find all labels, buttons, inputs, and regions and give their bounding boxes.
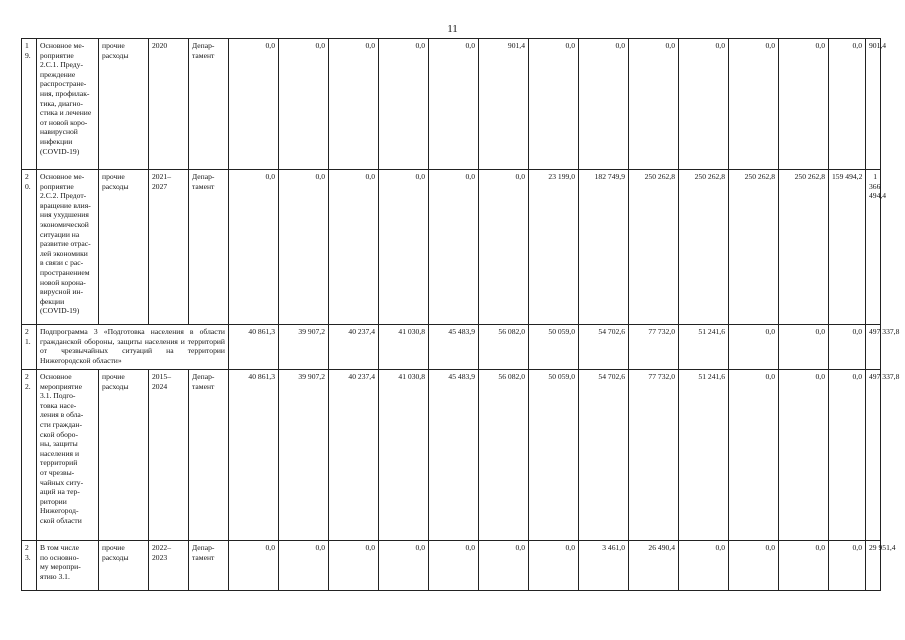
year-value: 40 861,3: [229, 325, 279, 370]
year-value: 0,0: [229, 170, 279, 325]
page-number: 11: [447, 23, 458, 35]
year-value: 0,0: [329, 39, 379, 170]
year-value: 0,0: [729, 370, 779, 541]
year-value: 50 059,0: [529, 325, 579, 370]
budget-table: [21, 38, 900, 591]
years: 2015– 2024: [149, 370, 189, 541]
year-value: 26 490,4: [629, 541, 679, 591]
year-value: 0,0: [779, 541, 829, 591]
year-value: 0,0: [379, 541, 429, 591]
year-value: 3 461,0: [579, 541, 629, 591]
year-value: 45 483,9: [429, 370, 479, 541]
expense-type: прочие расходы: [99, 170, 149, 325]
year-value: 0,0: [479, 170, 529, 325]
measure-name: Основное мероприятие 3.1. Подго- товка насе- ления в обла- сти граждан- ской оборо- ны, защиты населения и территорий от чрезвы- чайных ситу- аций на тер- ритории Нижегород- ской области: [37, 370, 99, 541]
year-value: 54 702,6: [579, 370, 629, 541]
row-number: 2 0.: [22, 170, 37, 325]
year-value: 0,0: [679, 541, 729, 591]
executor: Депар- тамент: [189, 39, 229, 170]
years: 2021– 2027: [149, 170, 189, 325]
year-value: 50 059,0: [529, 370, 579, 541]
years: 2022– 2023: [149, 541, 189, 591]
year-value: 0,0: [229, 541, 279, 591]
year-value: 0,0: [779, 325, 829, 370]
subprogram-title: Подпрограмма 3 «Подготовка населения в области гражданской обороны, защиты населения и территорий от чрезвычайных ситуаций на территории Нижегородской области»: [37, 325, 229, 370]
year-value: 0,0: [829, 541, 866, 591]
year-value: 0,0: [729, 325, 779, 370]
year-value: 901,4: [479, 39, 529, 170]
year-value: 0,0: [729, 541, 779, 591]
expense-type: прочие расходы: [99, 370, 149, 541]
year-value: 0,0: [779, 39, 829, 170]
year-value: 0,0: [629, 39, 679, 170]
year-value: 0,0: [229, 39, 279, 170]
total-value: 497 337,8: [866, 325, 881, 370]
row-number: 2 3.: [22, 541, 37, 591]
year-value: 0,0: [479, 541, 529, 591]
year-value: 0,0: [379, 39, 429, 170]
year-value: 39 907,2: [279, 325, 329, 370]
year-value: 77 732,0: [629, 370, 679, 541]
year-value: 51 241,6: [679, 325, 729, 370]
table-row: [22, 541, 881, 591]
total-value: 29 951,4: [866, 541, 881, 591]
total-value: 1 366 494,4: [866, 170, 881, 325]
year-value: 40 237,4: [329, 370, 379, 541]
years: 2020: [149, 39, 189, 170]
year-value: 0,0: [329, 541, 379, 591]
table-row: [22, 170, 881, 325]
year-value: 0,0: [679, 39, 729, 170]
executor: Депар- тамент: [189, 541, 229, 591]
year-value: 0,0: [279, 541, 329, 591]
expense-type: прочие расходы: [99, 39, 149, 170]
year-value: 39 907,2: [279, 370, 329, 541]
year-value: 41 030,8: [379, 370, 429, 541]
table-row: [22, 325, 881, 370]
year-value: 56 082,0: [479, 370, 529, 541]
row-number: 1 9.: [22, 39, 37, 170]
expense-type: прочие расходы: [99, 541, 149, 591]
year-value: 250 262,8: [679, 170, 729, 325]
year-value: 0,0: [279, 170, 329, 325]
year-value: 250 262,8: [729, 170, 779, 325]
measure-name: Основное ме- роприятие 2.С.1. Преду- преждение распростране- ния, профилак- тика, диагно- стика и лечение от новой коро- навирусной инфекции (COVID-19): [37, 39, 99, 170]
year-value: 182 749,9: [579, 170, 629, 325]
row-number: 2 2.: [22, 370, 37, 541]
year-value: 0,0: [279, 39, 329, 170]
measure-name: В том числе по основно- му меропри- ятию 3.1.: [37, 541, 99, 591]
year-value: 0,0: [729, 39, 779, 170]
year-value: 250 262,8: [779, 170, 829, 325]
executor: Депар- тамент: [189, 170, 229, 325]
year-value: 0,0: [529, 39, 579, 170]
executor: Депар- тамент: [189, 370, 229, 541]
year-value: 159 494,2: [829, 170, 866, 325]
year-value: 0,0: [379, 170, 429, 325]
year-value: 0,0: [529, 541, 579, 591]
year-value: 0,0: [829, 325, 866, 370]
year-value: 77 732,0: [629, 325, 679, 370]
table-row: [22, 370, 881, 541]
table-row: [22, 39, 881, 170]
year-value: 0,0: [429, 39, 479, 170]
year-value: 250 262,8: [629, 170, 679, 325]
row-number: 2 1.: [22, 325, 37, 370]
year-value: 40 861,3: [229, 370, 279, 541]
year-value: 40 237,4: [329, 325, 379, 370]
year-value: 51 241,6: [679, 370, 729, 541]
year-value: 56 082,0: [479, 325, 529, 370]
total-value: 497 337,8: [866, 370, 881, 541]
year-value: 0,0: [829, 39, 866, 170]
measure-name: Основное ме- роприятие 2.С.2. Предот- вращение влия- ния ухудшения экономической ситуации на развитие отрас- лей экономики в связи с рас- пространением новой корона- вирусной ин- фекции (COVID-19): [37, 170, 99, 325]
year-value: 23 199,0: [529, 170, 579, 325]
year-value: 0,0: [579, 39, 629, 170]
total-value: 901,4: [866, 39, 881, 170]
year-value: 0,0: [429, 541, 479, 591]
year-value: 41 030,8: [379, 325, 429, 370]
year-value: 54 702,6: [579, 325, 629, 370]
year-value: 0,0: [329, 170, 379, 325]
year-value: 45 483,9: [429, 325, 479, 370]
year-value: 0,0: [779, 370, 829, 541]
year-value: 0,0: [429, 170, 479, 325]
year-value: 0,0: [829, 370, 866, 541]
